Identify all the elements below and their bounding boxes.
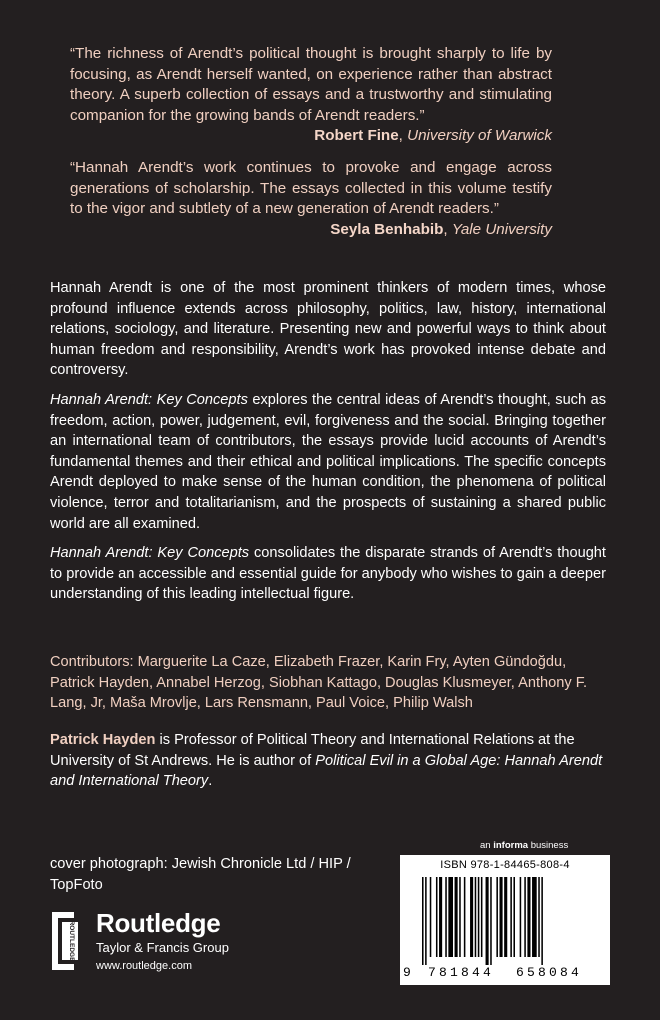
barcode-bar bbox=[448, 877, 453, 957]
informa-brand: informa bbox=[493, 840, 529, 851]
barcode-bar bbox=[481, 877, 483, 957]
barcode-digits-left: 781844 bbox=[428, 965, 495, 980]
barcode-bar bbox=[455, 877, 458, 957]
barcode-bar bbox=[470, 877, 473, 957]
informa-pre: an bbox=[480, 840, 494, 851]
author-name: Patrick Hayden bbox=[50, 732, 156, 748]
logo-mark-text: ROUTLEDGE bbox=[68, 920, 75, 962]
cover-credit: cover photograph: Jewish Chronicle Ltd / HIP / TopFoto bbox=[50, 856, 351, 893]
author-bio-text: is Professor of Political Theory and International Relations at the University of St Andrews. He is author of bbox=[50, 732, 575, 769]
contributors-list: Contributors: Marguerite La Caze, Elizabeth Frazer, Karin Fry, Ayten Gündoğdu, Patrick Hayden, Annabel Herzog, Siobhan Kattago, Douglas Klusmeyer, Anthony F. Lang, Jr, Maša Mrovlje, Lars Rensmann, Paul Voice, Philip Walsh bbox=[50, 654, 588, 712]
isbn-barcode bbox=[400, 855, 610, 985]
barcode-bar bbox=[527, 877, 530, 957]
quote-attribution: Seyla Benhabib, Yale University bbox=[330, 220, 552, 238]
description-paragraph-1: Hannah Arendt is one of the most prominent thinkers of modern times, whose profound influence extends across philosophy, politics, law, history, international relations, sociology, and literature. Presenting new and powerful ways to think about human freedom and responsibility, Arendt’s work has provoked intense debate and controversy. bbox=[50, 280, 606, 379]
barcode-bar bbox=[439, 877, 442, 957]
quote-text: “Hannah Arendt’s work continues to provoke and engage across generations of scholarship. The essays collected in this volume testify to the vigor and subtlety of a new generation of Arendt readers.” bbox=[70, 159, 552, 217]
barcode-digit-lead: 9 bbox=[403, 965, 411, 980]
barcode-bar bbox=[478, 877, 480, 957]
paragraph-text: consolidates the disparate strands of Arendt’s thought to provide an accessible and essential guide for anybody who wishes to gain a deeper understanding of this leading intellectual figure. bbox=[50, 545, 606, 603]
quote-affiliation: Yale University bbox=[451, 220, 552, 238]
informa-tagline bbox=[480, 840, 568, 851]
barcode-bar bbox=[496, 877, 498, 957]
book-title: Hannah Arendt: Key Concepts bbox=[50, 545, 250, 562]
barcode-bar bbox=[500, 877, 503, 957]
barcode-digits-right: 658084 bbox=[516, 965, 583, 980]
barcode-bar bbox=[436, 877, 438, 957]
barcode-bar bbox=[475, 877, 477, 957]
publisher-url: www.routledge.com bbox=[96, 960, 192, 972]
barcode-bar bbox=[541, 877, 543, 965]
isbn-label: ISBN 978-1-84465-808-4 bbox=[440, 859, 570, 871]
barcode-bar bbox=[524, 877, 526, 957]
barcode-bar bbox=[532, 877, 537, 957]
quote-attribution: Robert Fine, University of Warwick bbox=[314, 127, 552, 144]
barcode-bar bbox=[425, 877, 427, 965]
barcode-bar bbox=[422, 877, 424, 965]
quote-affiliation: University of Warwick bbox=[407, 127, 552, 144]
paragraph-text: explores the central ideas of Arendt’s thought, such as freedom, action, power, judgement, evil, forgiveness and the social. Bringing together an international team of contributors, the essays provide lucid accounts of Arendt’s fundamental themes and their ethical and political implications. The specific concepts Arendt deployed to make sense of the human condition, the phenomena of political violence, terror and totalitarianism, and the prospects of sustaining a shared public world are all examined. bbox=[50, 391, 606, 532]
barcode-graphic bbox=[414, 877, 600, 965]
description-paragraph-2 bbox=[50, 390, 606, 534]
author-bio bbox=[50, 730, 610, 792]
endorsement-quote-1 bbox=[70, 44, 552, 147]
barcode-bar bbox=[510, 877, 512, 957]
barcode-bar bbox=[538, 877, 540, 957]
description-paragraph-3 bbox=[50, 543, 606, 605]
barcode-bar bbox=[520, 877, 522, 957]
quote-author: Seyla Benhabib bbox=[330, 220, 444, 238]
publisher-group: Taylor & Francis Group bbox=[96, 940, 229, 955]
barcode-bar bbox=[445, 877, 447, 957]
quote-text: “The richness of Arendt’s political thought is brought sharply to life by focusing, as Arendt herself wanted, on experience rather than abstract theory. A superb collection of essays and a trustworthy and stimulating companion for the growing bands of Arendt readers.” bbox=[70, 45, 552, 124]
barcode-bar bbox=[459, 877, 461, 957]
book-title: Hannah Arendt: Key Concepts bbox=[50, 391, 248, 408]
barcode-bar bbox=[490, 877, 492, 965]
quote-author: Robert Fine bbox=[314, 127, 399, 144]
routledge-mark-icon bbox=[50, 910, 80, 972]
informa-post: business bbox=[528, 840, 569, 851]
barcode-bar bbox=[486, 877, 489, 965]
author-book-title: Political Evil in a Global Age: Hannah Arendt and International Theory bbox=[50, 752, 603, 790]
barcode-bar bbox=[504, 877, 507, 957]
author-bio-end: . bbox=[208, 773, 213, 790]
barcode-bar bbox=[513, 877, 515, 957]
barcode-bar bbox=[464, 877, 466, 957]
barcode-bar bbox=[430, 877, 432, 957]
book-description bbox=[50, 278, 606, 614]
publisher-name: Routledge bbox=[96, 908, 221, 938]
endorsement-quote-2 bbox=[70, 158, 552, 240]
publisher-logo bbox=[50, 908, 270, 978]
